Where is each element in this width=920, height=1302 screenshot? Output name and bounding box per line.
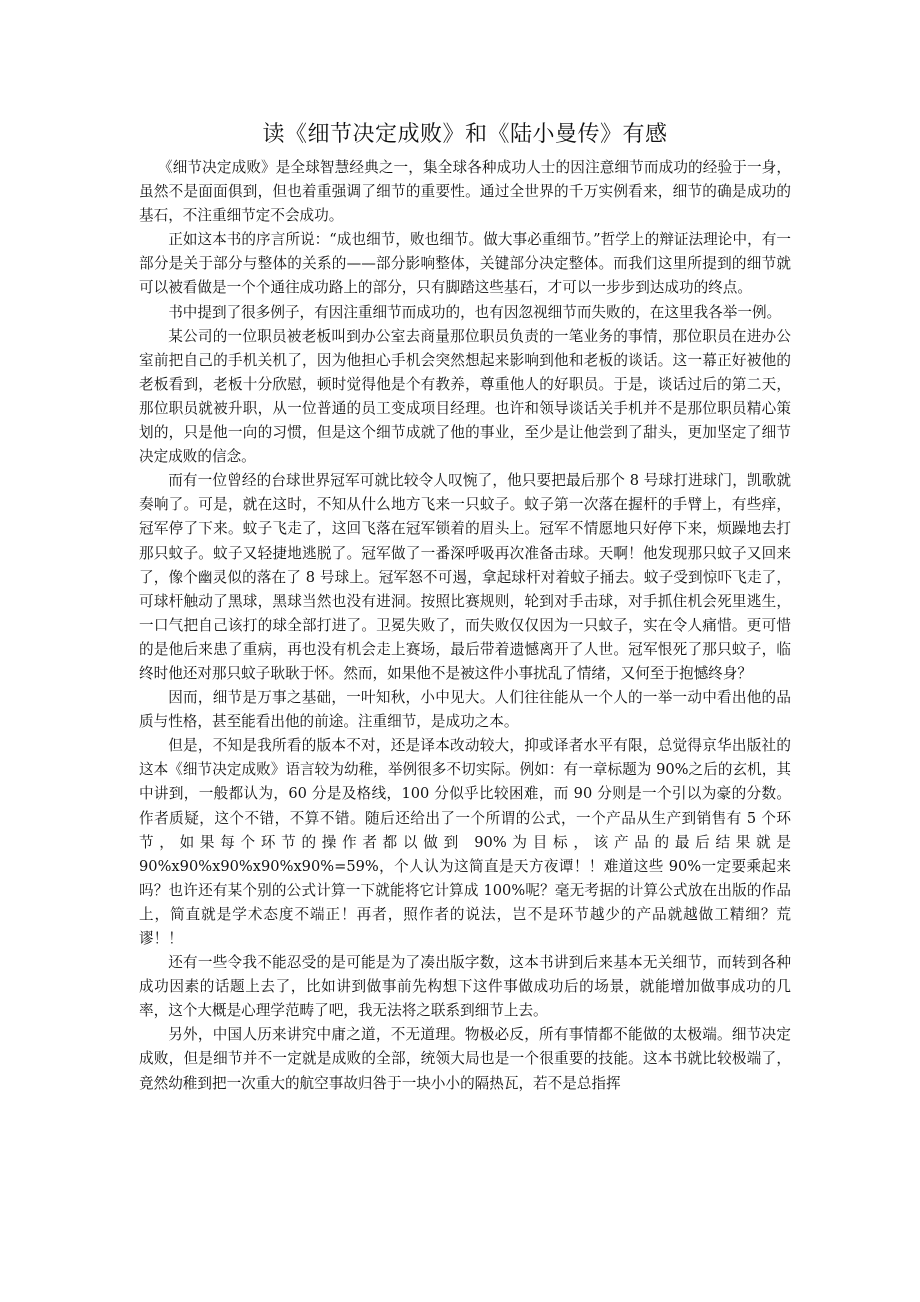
paragraph: 《细节决定成败》是全球智慧经典之一，集全球各种成功人士的因注意细节而成功的经验于一身，虽然不是面面俱到，但也着重强调了细节的重要性。通过全世界的千万实例看来，细节的确是成功的基石，不注重细节定不会成功。 [139, 159, 791, 225]
paragraph: 但是，不知是我所看的版本不对，还是译本改动较大，抑或译者水平有限，总觉得京华出版社的这本《细节决定成败》语言较为幼稚，举例很多不切实际。例如：有一章标题为 90%之后的玄机，其中讲到，一般都认为，60 分是及格线，100 分似乎比较困难，而 90 分则是一个引以为豪的分数。作者质疑，这个不错，不算不错。随后还给出了一个所谓的公式，一个产品从生产到销售有 5 个环节，如果每个环节的操作者都以做到 90%为目标，该产品的最后结果就是 90%x90%x90%x90%x90%=59%，个人认为这简直是天方夜谭！！难道这些 90%一定要乘起来吗？也许还有某个别的公式计算一下就能将它计算成 100%呢？毫无考据的计算公式放在出版的作品上，简直就是学术态度不端正！再者，照作者的说法，岂不是环节越少的产品就越做工精细？荒谬！！ [139, 737, 791, 947]
paragraph: 书中提到了很多例子，有因注重细节而成功的，也有因忽视细节而失败的，在这里我各举一例。 [168, 303, 782, 321]
paragraph: 而有一位曾经的台球世界冠军可就比较令人叹惋了，他只要把最后那个 8 号球打进球门，凯歌就奏响了。可是，就在这时，不知从什么地方飞来一只蚊子。蚊子第一次落在握杆的手臂上，有些痒，冠军停了下来。蚊子飞走了，这回飞落在冠军锁着的眉头上。冠军不情愿地只好停下来，烦躁地去打那只蚊子。蚊子又轻捷地逃脱了。冠军做了一番深呼吸再次准备击球。天啊！他发现那只蚊子又回来了，像个幽灵似的落在了 8 号球上。冠军怒不可遏，拿起球杆对着蚊子捅去。蚊子受到惊吓飞走了，可球杆触动了黑球，黑球当然也没有进洞。按照比赛规则，轮到对手击球，对手抓住机会死里逃生，一口气把自己该打的球全部打进了。卫冕失败了，而失败仅仅因为一只蚊子，实在令人痛惜。更可惜的是他后来患了重病，再也没有机会走上赛场，最后带着遗憾离开了人世。冠军恨死了那只蚊子，临终时他还对那只蚊子耿耿于怀。然而，如果他不是被这件小事扰乱了情绪，又何至于抱憾终身？ [139, 472, 791, 682]
paragraph: 某公司的一位职员被老板叫到办公室去商量那位职员负责的一笔业务的事情，那位职员在进办公室前把自己的手机关机了，因为他担心手机会突然想起来影响到他和老板的谈话。这一幕正好被他的老板看到，老板十分欣慰，顿时觉得他是个有教养，尊重他人的好职员。于是，谈话过后的第二天，那位职员就被升职，从一位普通的员工变成项目经理。也许和领导谈话关手机并不是那位职员精心策划的，只是他一向的习惯，但是这个细节成就了他的事业，至少是让他尝到了甜头，更加坚定了细节决定成败的信念。 [139, 327, 791, 466]
paragraph: 正如这本书的序言所说：“成也细节，败也细节。做大事必重细节。”哲学上的辩证法理论中，有一部分是关于部分与整体的关系的——部分影响整体，关键部分决定整体。而我们这里所提到的细节就可以被看做是一个个通往成功路上的部分，只有脚踏这些基石，才可以一步步到达成功的终点。 [139, 231, 791, 297]
paragraph: 因而，细节是万事之基础，一叶知秋，小中见大。人们往往能从一个人的一举一动中看出他的品质与性格，甚至能看出他的前途。注重细节，是成功之本。 [139, 689, 791, 731]
document-page [139, 118, 791, 1096]
paragraph: 另外，中国人历来讲究中庸之道，不无道理。物极必反，所有事情都不能做的太极端。细节决定成败，但是细节并不一定就是成败的全部，统领大局也是一个很重要的技能。这本书就比较极端了，竟然幼稚到把一次重大的航空事故归咎于一块小小的隔热瓦，若不是总指挥 [139, 1026, 791, 1092]
document-title: 读《细节决定成败》和《陆小曼传》有感 [262, 122, 668, 147]
paragraph: 还有一些令我不能忍受的是可能是为了凑出版字数，这本书讲到后来基本无关细节，而转到各种成功因素的话题上去了，比如讲到做事前先构想下这件事做成功后的场景，就能增加做事成功的几率，这个大概是心理学范畴了吧，我无法将之联系到细节上去。 [139, 954, 791, 1020]
